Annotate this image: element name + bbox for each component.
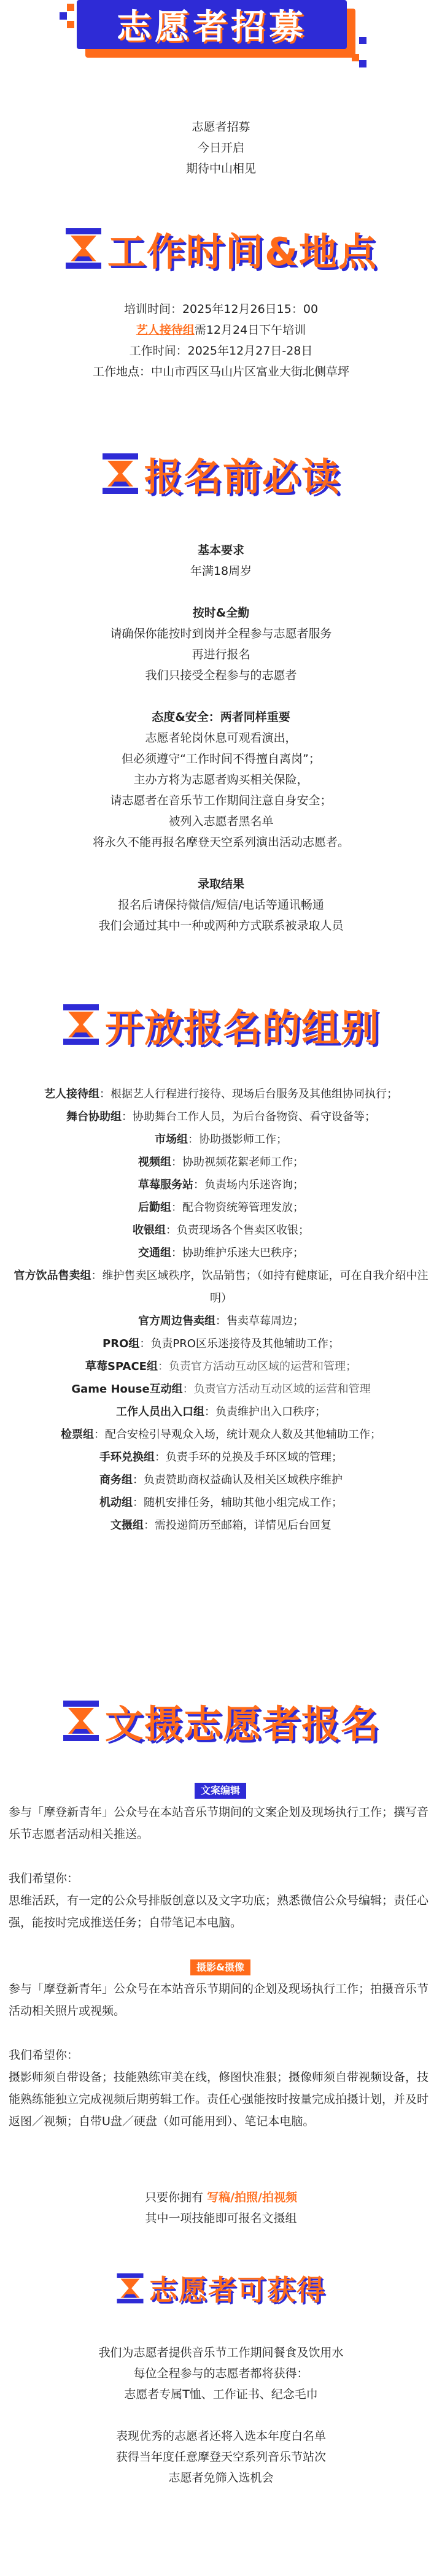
media-cta-line bbox=[18, 2187, 424, 2208]
role-name: 后勤组 bbox=[138, 1201, 171, 1214]
benefit-line: 我们为志愿者提供音乐节工作期间餐食及饮用水 bbox=[98, 2346, 344, 2359]
media-cta bbox=[18, 2187, 424, 2229]
role-description: ：负责现场各个售卖区收银； bbox=[166, 1224, 309, 1237]
media-cta-line2: 其中一项技能即可报名文摄组 bbox=[145, 2212, 297, 2225]
work-time: 工作时间：2025年12月27日-28日 bbox=[129, 344, 313, 358]
attendance-line: 请确保你能按时到岗并全程参与志愿者服务 bbox=[110, 627, 332, 640]
attitude-line: 请志愿者在音乐节工作期间注意自身安全； bbox=[110, 794, 332, 807]
benefit-line: 每位全程参与的志愿者都将获得： bbox=[133, 2367, 309, 2380]
role-name: PRO组 bbox=[103, 1337, 140, 1350]
basic-requirement-title: 基本要求 bbox=[197, 544, 244, 557]
role-description: ：根据艺人行程进行接待、现场后台服务及其他组协同执行； bbox=[99, 1088, 398, 1101]
role-description: ：需投递简历至邮箱，详情见后台回复 bbox=[144, 1519, 332, 1532]
hourglass-icon bbox=[62, 1699, 100, 1742]
pixel-decoration bbox=[60, 12, 67, 20]
role-item bbox=[12, 1469, 430, 1491]
role-name: 机动组 bbox=[99, 1496, 133, 1509]
benefit-line: 获得当年度任意摩登天空系列音乐节站次 bbox=[115, 2450, 326, 2464]
attitude-title: 态度&安全：两者同样重要 bbox=[152, 710, 290, 724]
role-item bbox=[12, 1401, 430, 1423]
role-item bbox=[12, 1151, 430, 1174]
role-name: 官方周边售卖组 bbox=[138, 1315, 215, 1328]
photo-video-requirements: 摄影师须自带设备；技能熟练审美在线，修图快准狠；摄像师须自带视频设备，技能熟练能独立完成视频后期剪辑工作。责任心强能按时按量完成拍摄计划，并及时返图／视频；自带U盘／硬盘（如可能用到）、笔记本电脑。 bbox=[9, 2070, 429, 2128]
copywriting-intro: 参与「摩登新青年」公众号在本站音乐节期间的文案企划及现场执行工作；撰写音乐节志愿者活动相关推送。 bbox=[9, 1805, 429, 1841]
result-line: 我们会通过其中一种或两种方式联系被录取人员 bbox=[98, 919, 344, 932]
role-description: ：维护售卖区域秩序，饮品销售；（如持有健康证，可在自我介绍中注明） bbox=[91, 1269, 428, 1305]
photo-video-intro: 参与「摩登新青年」公众号在本站音乐节期间的企划及现场执行工作；拍摄音乐节活动相关照片或视频。 bbox=[9, 1982, 429, 2018]
role-name: 收银组 bbox=[133, 1224, 166, 1237]
role-name: 草莓服务站 bbox=[138, 1178, 193, 1191]
banner-title-block bbox=[77, 0, 365, 67]
top-banner bbox=[0, 0, 442, 74]
role-name: 官方饮品售卖组 bbox=[14, 1269, 91, 1282]
copywriting-want-label: 我们希望你： bbox=[9, 1872, 79, 1885]
benefit-line: 志愿者专属T恤、工作证书、纪念毛巾 bbox=[124, 2388, 318, 2401]
artist-training-note bbox=[18, 320, 424, 340]
role-item bbox=[12, 1446, 430, 1469]
role-item bbox=[12, 1219, 430, 1242]
media-volunteer-block bbox=[9, 1779, 432, 2132]
role-description: ：协助视频花絮老师工作； bbox=[171, 1156, 304, 1169]
pixel-decoration bbox=[352, 54, 359, 61]
role-item bbox=[12, 1423, 430, 1446]
role-name: 舞台协助组 bbox=[66, 1110, 122, 1123]
role-description: ：售卖草莓周边； bbox=[215, 1315, 304, 1328]
time-place-block bbox=[18, 299, 424, 382]
pixel-decoration bbox=[67, 4, 74, 11]
section-heading-benefits bbox=[0, 2258, 442, 2319]
section-title: 开放报名的组别 bbox=[104, 1005, 380, 1050]
hourglass-icon bbox=[64, 227, 103, 270]
hourglass-icon bbox=[62, 1003, 100, 1046]
copywriting-requirements: 思维活跃，有一定的公众号排版创意以及文字功底；熟悉微信公众号编辑；责任心强，能按时完成推送任务；自带笔记本电脑。 bbox=[9, 1894, 429, 1929]
attendance-line: 我们只接受全程参与的志愿者 bbox=[145, 669, 297, 682]
role-description: ：负责官方活动互动区域的运营和管理； bbox=[157, 1360, 357, 1373]
benefit-line: 表现优秀的志愿者还将入选本年度白名单 bbox=[115, 2429, 326, 2443]
photo-video-want-label: 我们希望你： bbox=[9, 2048, 79, 2062]
role-name: 市场组 bbox=[155, 1133, 188, 1146]
work-place: 工作地点：中山市西区马山片区富业大街北侧草坪 bbox=[92, 365, 349, 379]
role-item bbox=[12, 1196, 430, 1219]
attendance-line: 再进行报名 bbox=[192, 648, 250, 661]
role-description: ：负责场内乐迷咨询； bbox=[193, 1178, 304, 1191]
attitude-line: 将永久不能再报名摩登天空系列演出活动志愿者。 bbox=[92, 836, 349, 849]
basic-requirement-line: 年满18周岁 bbox=[190, 564, 252, 578]
pixel-decoration bbox=[359, 37, 366, 44]
attitude-line: 但必须遵守“工作时间不得擅自离岗”； bbox=[122, 752, 320, 766]
role-description: ：配合安检引导观众入场，统计观众人数及其他辅助工作； bbox=[94, 1428, 381, 1441]
benefit-line: 志愿者免筛入选机会 bbox=[168, 2471, 274, 2485]
role-name: 工作人员出入口组 bbox=[116, 1405, 204, 1418]
benefits-block bbox=[18, 2342, 424, 2488]
role-item bbox=[12, 1355, 430, 1378]
media-cta-skills: 写稿/拍照/拍视频 bbox=[207, 2191, 297, 2204]
role-description: ：协助维护乐迷大巴秩序； bbox=[171, 1247, 304, 1259]
role-name: 视频组 bbox=[138, 1156, 171, 1169]
role-item bbox=[12, 1242, 430, 1264]
attitude-line: 主办方将为志愿者购买相关保险， bbox=[133, 773, 309, 786]
banner-plate bbox=[77, 0, 347, 49]
intro-line: 期待中山相见 bbox=[185, 162, 256, 175]
hourglass-icon bbox=[101, 452, 139, 495]
section-heading-must-read bbox=[0, 443, 442, 504]
intro-line: 志愿者招募 bbox=[192, 120, 250, 134]
copywriting-badge: 文案编辑 bbox=[195, 1783, 246, 1799]
banner-title: 志愿者招募 bbox=[117, 7, 307, 47]
section-title: 志愿者可获得 bbox=[149, 2274, 326, 2307]
result-title: 录取结果 bbox=[197, 877, 244, 891]
photo-video-badge: 摄影&摄像 bbox=[190, 1959, 250, 1975]
role-item bbox=[12, 1491, 430, 1514]
pixel-decoration bbox=[359, 60, 366, 67]
role-item bbox=[12, 1083, 430, 1105]
section-heading-media-volunteers bbox=[0, 1690, 442, 1751]
artist-group-highlight: 艺人接待组 bbox=[136, 323, 195, 337]
role-list bbox=[12, 1083, 430, 1537]
role-description: ：负责PRO区乐迷接待及其他辅助工作； bbox=[139, 1337, 339, 1350]
role-item bbox=[12, 1105, 430, 1128]
attendance-title: 按时&全勤 bbox=[192, 606, 250, 620]
role-description: ：随机安排任务，辅助其他小组完成工作； bbox=[133, 1496, 343, 1509]
role-description: ：负责维护出入口秩序； bbox=[204, 1405, 326, 1418]
section-title: 报名前必读 bbox=[144, 454, 341, 499]
role-item bbox=[12, 1332, 430, 1355]
attitude-line: 志愿者轮岗休息可观看演出， bbox=[145, 731, 297, 745]
role-description: ：协助摄影师工作； bbox=[188, 1133, 287, 1146]
role-description: ：负责手环的兑换及手环区域的管理； bbox=[155, 1451, 343, 1464]
role-name: 文摄组 bbox=[110, 1519, 144, 1532]
section-heading-open-groups bbox=[0, 994, 442, 1055]
role-item bbox=[12, 1128, 430, 1151]
media-cta-prefix: 只要你拥有 bbox=[145, 2191, 204, 2204]
role-item bbox=[12, 1378, 430, 1401]
role-name: 草莓SPACE组 bbox=[85, 1360, 158, 1373]
role-description: ：负责赞助商权益确认及相关区域秩序维护 bbox=[133, 1474, 343, 1486]
section-heading-time-place bbox=[0, 218, 442, 279]
role-name: 商务组 bbox=[99, 1474, 133, 1486]
role-item bbox=[12, 1514, 430, 1537]
artist-training-text: 需12月24日下午培训 bbox=[194, 323, 306, 337]
must-read-block bbox=[18, 540, 424, 936]
training-time: 培训时间：2025年12月26日15：00 bbox=[123, 302, 319, 316]
role-item bbox=[12, 1310, 430, 1332]
intro-block bbox=[18, 117, 424, 179]
role-item bbox=[12, 1264, 430, 1310]
role-name: 检票组 bbox=[61, 1428, 94, 1441]
intro-line: 今日开启 bbox=[197, 141, 244, 155]
role-description: ：负责官方活动互动区域的运营和管理 bbox=[182, 1383, 371, 1396]
attitude-line: 被列入志愿者黑名单 bbox=[168, 815, 274, 828]
role-name: Game House互动组 bbox=[71, 1383, 183, 1396]
role-description: ：配合物资统筹管理发放； bbox=[171, 1201, 304, 1214]
role-description: ：协助舞台工作人员，为后台备物资、看守设备等； bbox=[122, 1110, 376, 1123]
section-title: 文摄志愿者报名 bbox=[104, 1701, 380, 1747]
role-name: 交通组 bbox=[138, 1247, 171, 1259]
role-item bbox=[12, 1174, 430, 1196]
pixel-decoration bbox=[67, 21, 74, 28]
result-line: 报名后请保持微信/短信/电话等通讯畅通 bbox=[118, 898, 324, 912]
section-title: 工作时间&地点 bbox=[107, 229, 378, 274]
hourglass-icon bbox=[116, 2272, 144, 2304]
role-name: 艺人接待组 bbox=[44, 1088, 99, 1101]
role-name: 手环兑换组 bbox=[99, 1451, 155, 1464]
